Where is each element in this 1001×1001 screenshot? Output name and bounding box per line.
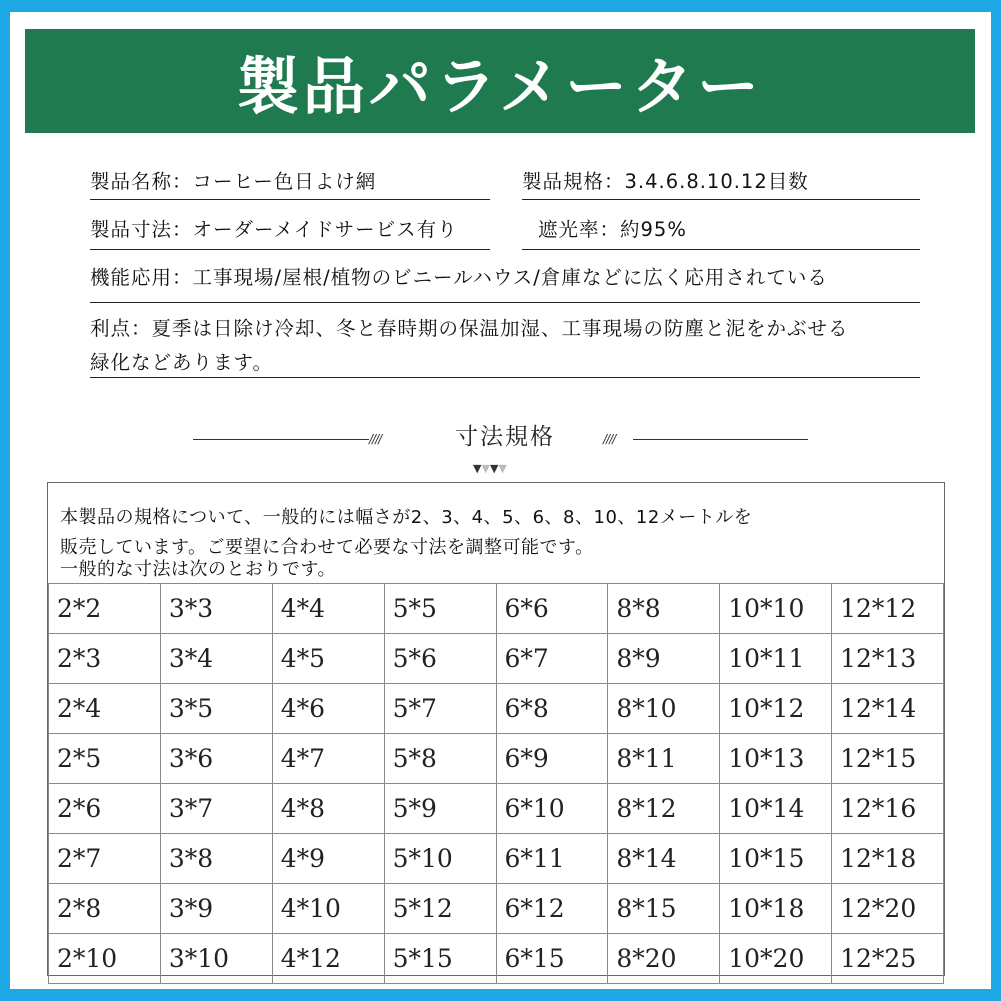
size-cell: 2*6 (49, 784, 161, 834)
size-cell: 8*12 (608, 784, 720, 834)
size-cell: 3*10 (160, 934, 272, 984)
size-cell: 10*20 (720, 934, 832, 984)
size-cell: 5*12 (384, 884, 496, 934)
size-cell: 12*16 (832, 784, 944, 834)
param-shading: 遮光率：約95% (538, 218, 687, 241)
banner-title: 製品パラメーター (236, 49, 764, 123)
size-cell: 12*18 (832, 834, 944, 884)
size-cell: 3*7 (160, 784, 272, 834)
size-cell: 12*14 (832, 684, 944, 734)
size-cell: 10*11 (720, 634, 832, 684)
table-row (49, 784, 944, 834)
size-cell: 10*12 (720, 684, 832, 734)
down-arrow-icons: ▼▼▼▼ (473, 462, 507, 475)
size-intro (48, 483, 944, 584)
size-cell: 10*15 (720, 834, 832, 884)
size-cell: 12*20 (832, 884, 944, 934)
section-deco-line-right (633, 439, 808, 440)
size-cell: 2*3 (49, 634, 161, 684)
size-cell: 3*4 (160, 634, 272, 684)
section-title: 寸法規格 (455, 424, 555, 450)
table-row (49, 584, 944, 634)
size-cell: 6*15 (496, 934, 608, 984)
size-cell: 10*10 (720, 584, 832, 634)
table-row (49, 834, 944, 884)
size-cell: 3*8 (160, 834, 272, 884)
section-deco-slashes-right: //// (603, 432, 616, 446)
size-cell: 5*15 (384, 934, 496, 984)
size-cell: 8*8 (608, 584, 720, 634)
size-cell: 4*8 (272, 784, 384, 834)
size-cell: 10*18 (720, 884, 832, 934)
size-cell: 12*25 (832, 934, 944, 984)
size-cell: 2*7 (49, 834, 161, 884)
divider (90, 377, 920, 378)
param-name: 製品名称：コーヒー色日よけ網 (90, 170, 377, 193)
param-benefit-line2: 緑化などあります。 (90, 351, 273, 374)
size-cell: 4*12 (272, 934, 384, 984)
size-cell: 8*20 (608, 934, 720, 984)
size-cell: 12*13 (832, 634, 944, 684)
size-cell: 2*2 (49, 584, 161, 634)
divider (522, 249, 920, 250)
size-cell: 3*3 (160, 584, 272, 634)
divider (90, 249, 490, 250)
size-cell: 2*5 (49, 734, 161, 784)
size-grid (48, 583, 944, 984)
size-cell: 5*8 (384, 734, 496, 784)
param-size: 製品寸法：オーダーメイドサービス有り (90, 218, 458, 241)
intro-line-1: 本製品の規格について、一般的には幅さが2、3、4、5、6、8、10、12メートルを (60, 507, 753, 528)
param-benefit-line1: 利点：夏季は日除け冷却、冬と春時期の保温加湿、工事現場の防塵と泥をかぶせる (90, 317, 849, 340)
table-row (49, 634, 944, 684)
size-cell: 2*4 (49, 684, 161, 734)
size-cell: 5*9 (384, 784, 496, 834)
size-cell: 4*6 (272, 684, 384, 734)
table-row (49, 684, 944, 734)
intro-line-2: 販売しています。ご要望に合わせて必要な寸法を調整可能です。 (60, 537, 594, 558)
size-cell: 5*10 (384, 834, 496, 884)
size-cell: 5*6 (384, 634, 496, 684)
table-row (49, 884, 944, 934)
canvas (10, 12, 991, 989)
size-cell: 2*8 (49, 884, 161, 934)
size-cell: 12*15 (832, 734, 944, 784)
size-cell: 6*7 (496, 634, 608, 684)
size-cell: 5*7 (384, 684, 496, 734)
size-cell: 8*14 (608, 834, 720, 884)
size-cell: 10*13 (720, 734, 832, 784)
table-row (49, 734, 944, 784)
divider (522, 199, 920, 200)
size-cell: 3*5 (160, 684, 272, 734)
title-banner (25, 29, 975, 133)
size-cell: 6*6 (496, 584, 608, 634)
size-cell: 3*9 (160, 884, 272, 934)
size-cell: 6*12 (496, 884, 608, 934)
param-function: 機能応用：工事現場/屋根/植物のビニールハウス/倉庫などに広く応用されている (90, 266, 828, 289)
size-cell: 6*9 (496, 734, 608, 784)
size-cell: 8*10 (608, 684, 720, 734)
size-cell: 3*6 (160, 734, 272, 784)
size-cell: 10*14 (720, 784, 832, 834)
section-deco-slashes-left: //// (369, 432, 382, 446)
size-cell: 6*8 (496, 684, 608, 734)
divider (90, 199, 490, 200)
size-cell: 2*10 (49, 934, 161, 984)
size-table (47, 482, 945, 976)
size-cell: 4*9 (272, 834, 384, 884)
size-cell: 8*11 (608, 734, 720, 784)
divider (90, 302, 920, 303)
size-cell: 8*15 (608, 884, 720, 934)
param-spec: 製品規格：3.4.6.8.10.12目数 (522, 170, 809, 193)
size-cell: 6*11 (496, 834, 608, 884)
size-cell: 4*4 (272, 584, 384, 634)
size-cell: 6*10 (496, 784, 608, 834)
size-cell: 4*7 (272, 734, 384, 784)
size-cell: 4*10 (272, 884, 384, 934)
section-deco-line-left (193, 439, 369, 440)
intro-line-3: 一般的な寸法は次のとおりです。 (60, 559, 337, 580)
size-cell: 8*9 (608, 634, 720, 684)
size-cell: 5*5 (384, 584, 496, 634)
table-row (49, 934, 944, 984)
size-cell: 12*12 (832, 584, 944, 634)
size-cell: 4*5 (272, 634, 384, 684)
